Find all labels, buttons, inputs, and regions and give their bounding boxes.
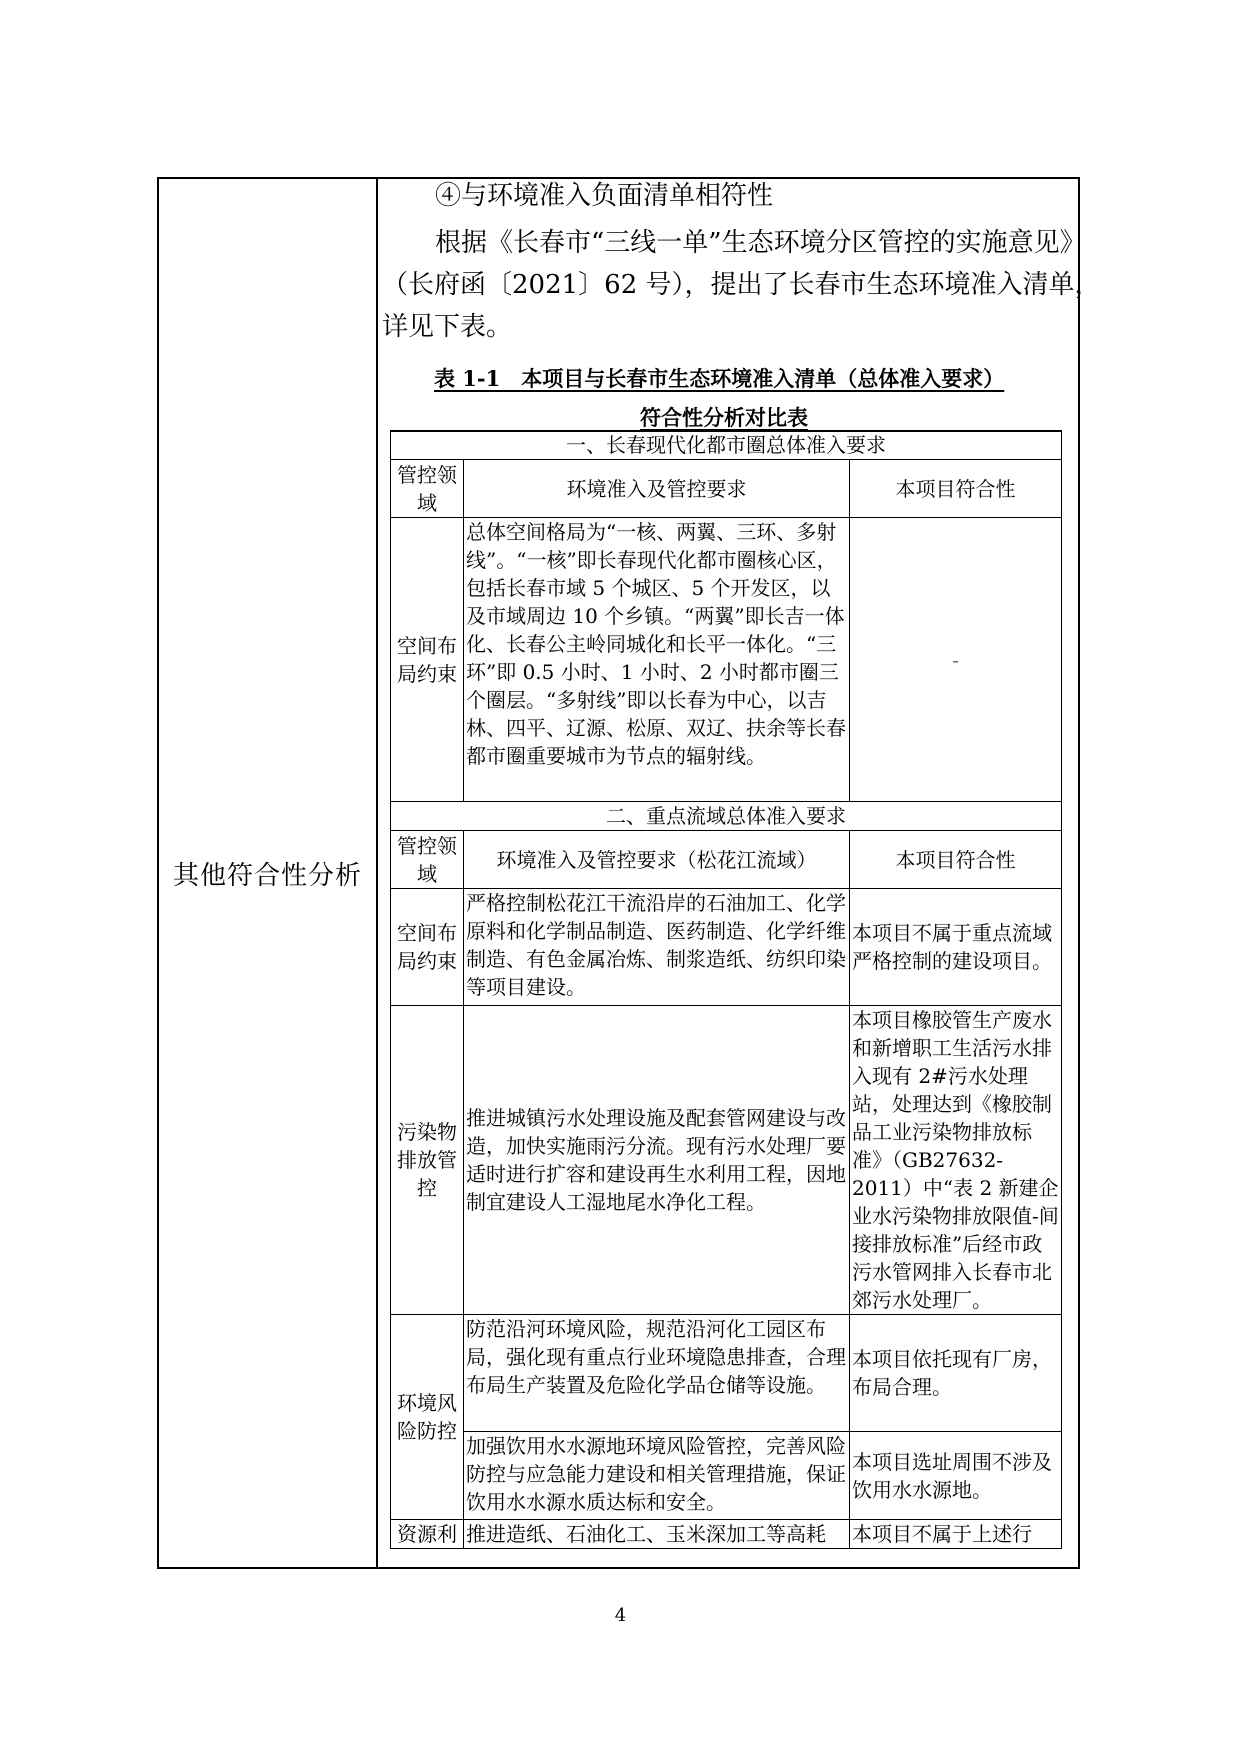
column-divider: [376, 177, 378, 1569]
cell-compliance: 本项目依托现有厂房，布局合理。: [850, 1315, 1062, 1432]
table-row: [391, 1432, 1062, 1520]
cell-requirement: 严格控制松花江干流沿岸的石油加工、化学原料和化学制品制造、医药制造、化学纤维制造、有色金属冶炼、制浆造纸、纺织印染等项目建设。: [464, 889, 850, 1006]
cell-domain: 环境风险防控: [391, 1315, 464, 1520]
section-heading: ④与环境准入负面清单相符性: [435, 181, 774, 211]
table-row: [391, 518, 1062, 802]
table-caption-line-1: 表 1-1 本项目与长春市生态环境准入清单（总体准入要求）: [434, 366, 1005, 391]
table-header-row: [391, 831, 1062, 889]
cell-compliance: -: [850, 518, 1062, 802]
header-compliance: 本项目符合性: [850, 831, 1062, 889]
left-label: 其他符合性分析: [172, 860, 362, 891]
header-requirement: 环境准入及管控要求（松花江流域）: [464, 831, 850, 889]
table-caption-line-2: 符合性分析对比表: [640, 405, 808, 430]
table-row: [391, 1315, 1062, 1432]
cell-compliance: 本项目橡胶管生产废水和新增职工生活污水排入现有 2#污水处理站，处理达到《橡胶制品工业污染物排放标准》（GB27632-2011）中“表 2 新建企业水污染物排放限值-间接排放标准”后经市政污水管网排入长春市北郊污水处理厂。: [850, 1006, 1062, 1315]
table-row: [391, 1520, 1062, 1549]
table-header-row: [391, 460, 1062, 518]
table-row: [391, 889, 1062, 1006]
table-section-row: [391, 431, 1062, 460]
cell-domain: 资源利: [391, 1520, 464, 1549]
page-number: 4: [614, 1605, 627, 1626]
cell-domain: 污染物排放管控: [391, 1006, 464, 1315]
header-domain: 管控领域: [391, 460, 464, 518]
cell-domain: 空间布局约束: [391, 889, 464, 1006]
header-compliance: 本项目符合性: [850, 460, 1062, 518]
section-title: 一、长春现代化都市圈总体准入要求: [391, 431, 1062, 460]
cell-requirement: 总体空间格局为“一核、两翼、三环、多射线”。“一核”即长春现代化都市圈核心区，包括长春市域 5 个城区、5 个开发区，以及市域周边 10 个乡镇。“两翼”即长吉一体化、长春公主岭同城化和长平一体化。“三环”即 0.5 小时、1 小时、2 小时都市圈三个圈层。“多射线”即以长春为中心，以吉林、四平、辽源、松原、双辽、扶余等长春都市圈重要城市为节点的辐射线。: [464, 518, 850, 802]
cell-compliance: 本项目不属于上述行: [850, 1520, 1062, 1549]
cell-requirement: 加强饮用水水源地环境风险管控，完善风险防控与应急能力建设和相关管理措施，保证饮用水水源水质达标和安全。: [464, 1432, 850, 1520]
cell-domain: 空间布局约束: [391, 518, 464, 802]
section-title: 二、重点流域总体准入要求: [391, 802, 1062, 831]
paragraph-line-1: 根据《长春市“三线一单”生态环境分区管控的实施意见》: [435, 228, 1086, 258]
paragraph-line-2: （长府函〔2021〕62 号），提出了长春市生态环境准入清单，: [382, 270, 1101, 300]
table-row: [391, 1006, 1062, 1315]
table-section-row: [391, 802, 1062, 831]
cell-requirement: 推进城镇污水处理设施及配套管网建设与改造，加快实施雨污分流。现有污水处理厂要适时进行扩容和建设再生水利用工程，因地制宜建设人工湿地尾水净化工程。: [464, 1006, 850, 1315]
compliance-table: [390, 430, 1062, 1549]
cell-requirement: 防范沿河环境风险，规范沿河化工园区布局，强化现有重点行业环境隐患排查，合理布局生产装置及危险化学品仓储等设施。: [464, 1315, 850, 1432]
header-domain: 管控领域: [391, 831, 464, 889]
header-requirement: 环境准入及管控要求: [464, 460, 850, 518]
cell-compliance: 本项目不属于重点流域严格控制的建设项目。: [850, 889, 1062, 1006]
paragraph-line-3: 详见下表。: [382, 312, 513, 342]
cell-compliance: 本项目选址周围不涉及饮用水水源地。: [850, 1432, 1062, 1520]
cell-requirement: 推进造纸、石油化工、玉米深加工等高耗: [464, 1520, 850, 1549]
